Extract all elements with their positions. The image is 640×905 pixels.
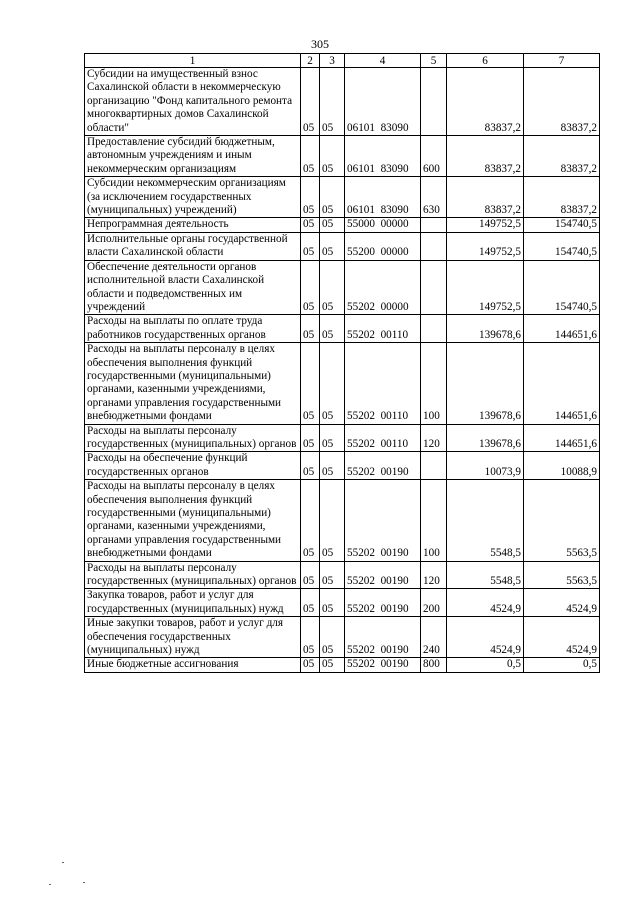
section-code: 05 bbox=[301, 561, 320, 589]
table-row bbox=[85, 658, 600, 672]
amount-col7: 10088,9 bbox=[524, 452, 600, 480]
expense-type-code bbox=[421, 68, 447, 136]
expense-type-code: 100 bbox=[421, 480, 447, 561]
expense-type-code: 120 bbox=[421, 561, 447, 589]
budget-table bbox=[84, 53, 600, 673]
amount-col7: 4524,9 bbox=[524, 617, 600, 658]
subsection-code: 05 bbox=[320, 561, 345, 589]
target-article-code: 06101 83090 bbox=[345, 68, 421, 136]
target-article-code: 55000 00000 bbox=[345, 218, 421, 232]
amount-col7: 144651,6 bbox=[524, 343, 600, 424]
amount-col6: 5548,5 bbox=[447, 561, 524, 589]
subsection-code: 05 bbox=[320, 218, 345, 232]
column-header: 7 bbox=[524, 54, 600, 68]
expense-type-code: 600 bbox=[421, 136, 447, 177]
amount-col6: 4524,9 bbox=[447, 589, 524, 617]
amount-col7: 4524,9 bbox=[524, 589, 600, 617]
expense-type-code bbox=[421, 232, 447, 260]
amount-col6: 149752,5 bbox=[447, 260, 524, 315]
table-row bbox=[85, 343, 600, 424]
section-code: 05 bbox=[301, 232, 320, 260]
table-row bbox=[85, 315, 600, 343]
expense-type-code bbox=[421, 260, 447, 315]
table-row bbox=[85, 260, 600, 315]
target-article-code: 55202 00110 bbox=[345, 343, 421, 424]
section-code: 05 bbox=[301, 452, 320, 480]
table-row bbox=[85, 617, 600, 658]
header-row bbox=[85, 54, 600, 68]
section-code: 05 bbox=[301, 658, 320, 672]
amount-col7: 144651,6 bbox=[524, 424, 600, 452]
amount-col7: 83837,2 bbox=[524, 136, 600, 177]
section-code: 05 bbox=[301, 218, 320, 232]
expense-type-code: 630 bbox=[421, 177, 447, 218]
target-article-code: 55202 00190 bbox=[345, 658, 421, 672]
target-article-code: 55200 00000 bbox=[345, 232, 421, 260]
amount-col7: 154740,5 bbox=[524, 232, 600, 260]
column-header: 4 bbox=[345, 54, 421, 68]
target-article-code: 55202 00190 bbox=[345, 589, 421, 617]
target-article-code: 06101 83090 bbox=[345, 177, 421, 218]
table-row bbox=[85, 561, 600, 589]
section-code: 05 bbox=[301, 136, 320, 177]
table-row bbox=[85, 136, 600, 177]
amount-col6: 83837,2 bbox=[447, 68, 524, 136]
subsection-code: 05 bbox=[320, 68, 345, 136]
table-row bbox=[85, 452, 600, 480]
amount-col6: 139678,6 bbox=[447, 424, 524, 452]
row-name: Расходы на выплаты персоналу государственных (муниципальных) органов bbox=[85, 561, 301, 589]
section-code: 05 bbox=[301, 589, 320, 617]
section-code: 05 bbox=[301, 68, 320, 136]
amount-col7: 83837,2 bbox=[524, 177, 600, 218]
subsection-code: 05 bbox=[320, 480, 345, 561]
amount-col6: 149752,5 bbox=[447, 232, 524, 260]
section-code: 05 bbox=[301, 343, 320, 424]
expense-type-code bbox=[421, 452, 447, 480]
scan-speck bbox=[62, 862, 64, 863]
section-code: 05 bbox=[301, 424, 320, 452]
amount-col6: 5548,5 bbox=[447, 480, 524, 561]
section-code: 05 bbox=[301, 177, 320, 218]
page-number: 305 bbox=[311, 37, 329, 51]
table-row bbox=[85, 177, 600, 218]
amount-col7: 5563,5 bbox=[524, 561, 600, 589]
section-code: 05 bbox=[301, 260, 320, 315]
subsection-code: 05 bbox=[320, 589, 345, 617]
target-article-code: 55202 00110 bbox=[345, 315, 421, 343]
row-name: Иные закупки товаров, работ и услуг для обеспечения государственных (муниципальных) нужд bbox=[85, 617, 301, 658]
target-article-code: 55202 00000 bbox=[345, 260, 421, 315]
row-name: Непрограммная деятельность bbox=[85, 218, 301, 232]
row-name: Обеспечение деятельности органов исполнительной власти Сахалинской области и подведомственных им учреждений bbox=[85, 260, 301, 315]
row-name: Расходы на выплаты персоналу государственных (муниципальных) органов bbox=[85, 424, 301, 452]
amount-col6: 83837,2 bbox=[447, 177, 524, 218]
table-row bbox=[85, 480, 600, 561]
target-article-code: 55202 00190 bbox=[345, 452, 421, 480]
subsection-code: 05 bbox=[320, 260, 345, 315]
row-name: Субсидии некоммерческим организациям (за исключением государственных (муниципальных) учреждений) bbox=[85, 177, 301, 218]
row-name: Субсидии на имущественный взнос Сахалинской области в некоммерческую организацию "Фонд капитального ремонта многоквартирных домов Сахалинской области" bbox=[85, 68, 301, 136]
subsection-code: 05 bbox=[320, 315, 345, 343]
amount-col7: 144651,6 bbox=[524, 315, 600, 343]
subsection-code: 05 bbox=[320, 424, 345, 452]
subsection-code: 05 bbox=[320, 177, 345, 218]
row-name: Исполнительные органы государственной власти Сахалинской области bbox=[85, 232, 301, 260]
amount-col6: 10073,9 bbox=[447, 452, 524, 480]
row-name: Расходы на обеспечение функций государственных органов bbox=[85, 452, 301, 480]
amount-col7: 83837,2 bbox=[524, 68, 600, 136]
amount-col6: 139678,6 bbox=[447, 315, 524, 343]
expense-type-code: 240 bbox=[421, 617, 447, 658]
column-header: 2 bbox=[301, 54, 320, 68]
subsection-code: 05 bbox=[320, 343, 345, 424]
section-code: 05 bbox=[301, 480, 320, 561]
target-article-code: 55202 00190 bbox=[345, 480, 421, 561]
expense-type-code bbox=[421, 315, 447, 343]
target-article-code: 55202 00110 bbox=[345, 424, 421, 452]
expense-type-code: 100 bbox=[421, 343, 447, 424]
column-header: 3 bbox=[320, 54, 345, 68]
column-header: 1 bbox=[85, 54, 301, 68]
target-article-code: 55202 00190 bbox=[345, 561, 421, 589]
subsection-code: 05 bbox=[320, 617, 345, 658]
row-name: Расходы на выплаты по оплате труда работников государственных органов bbox=[85, 315, 301, 343]
amount-col6: 83837,2 bbox=[447, 136, 524, 177]
row-name: Расходы на выплаты персоналу в целях обеспечения выполнения функций государственными (муниципальными) органами, казенными учреждениями, органами управления государственными внебюджетными фондами bbox=[85, 343, 301, 424]
column-header: 5 bbox=[421, 54, 447, 68]
expense-type-code: 200 bbox=[421, 589, 447, 617]
row-name: Закупка товаров, работ и услуг для государственных (муниципальных) нужд bbox=[85, 589, 301, 617]
target-article-code: 06101 83090 bbox=[345, 136, 421, 177]
amount-col7: 154740,5 bbox=[524, 218, 600, 232]
amount-col6: 139678,6 bbox=[447, 343, 524, 424]
amount-col6: 149752,5 bbox=[447, 218, 524, 232]
expense-type-code: 120 bbox=[421, 424, 447, 452]
section-code: 05 bbox=[301, 315, 320, 343]
table-row bbox=[85, 218, 600, 232]
amount-col7: 5563,5 bbox=[524, 480, 600, 561]
target-article-code: 55202 00190 bbox=[345, 617, 421, 658]
scan-speck bbox=[83, 882, 85, 883]
amount-col7: 154740,5 bbox=[524, 260, 600, 315]
expense-type-code: 800 bbox=[421, 658, 447, 672]
row-name: Иные бюджетные ассигнования bbox=[85, 658, 301, 672]
amount-col6: 0,5 bbox=[447, 658, 524, 672]
subsection-code: 05 bbox=[320, 658, 345, 672]
amount-col6: 4524,9 bbox=[447, 617, 524, 658]
amount-col7: 0,5 bbox=[524, 658, 600, 672]
section-code: 05 bbox=[301, 617, 320, 658]
table-row bbox=[85, 589, 600, 617]
column-header: 6 bbox=[447, 54, 524, 68]
subsection-code: 05 bbox=[320, 136, 345, 177]
table-row bbox=[85, 232, 600, 260]
table-row bbox=[85, 68, 600, 136]
subsection-code: 05 bbox=[320, 452, 345, 480]
scan-speck bbox=[49, 884, 51, 885]
row-name: Расходы на выплаты персоналу в целях обеспечения выполнения функций государственными (муниципальными) органами, казенными учреждениями, органами управления государственными внебюджетными фондами bbox=[85, 480, 301, 561]
subsection-code: 05 bbox=[320, 232, 345, 260]
row-name: Предоставление субсидий бюджетным, автономным учреждениям и иным некоммерческим организациям bbox=[85, 136, 301, 177]
table-row bbox=[85, 424, 600, 452]
expense-type-code bbox=[421, 218, 447, 232]
